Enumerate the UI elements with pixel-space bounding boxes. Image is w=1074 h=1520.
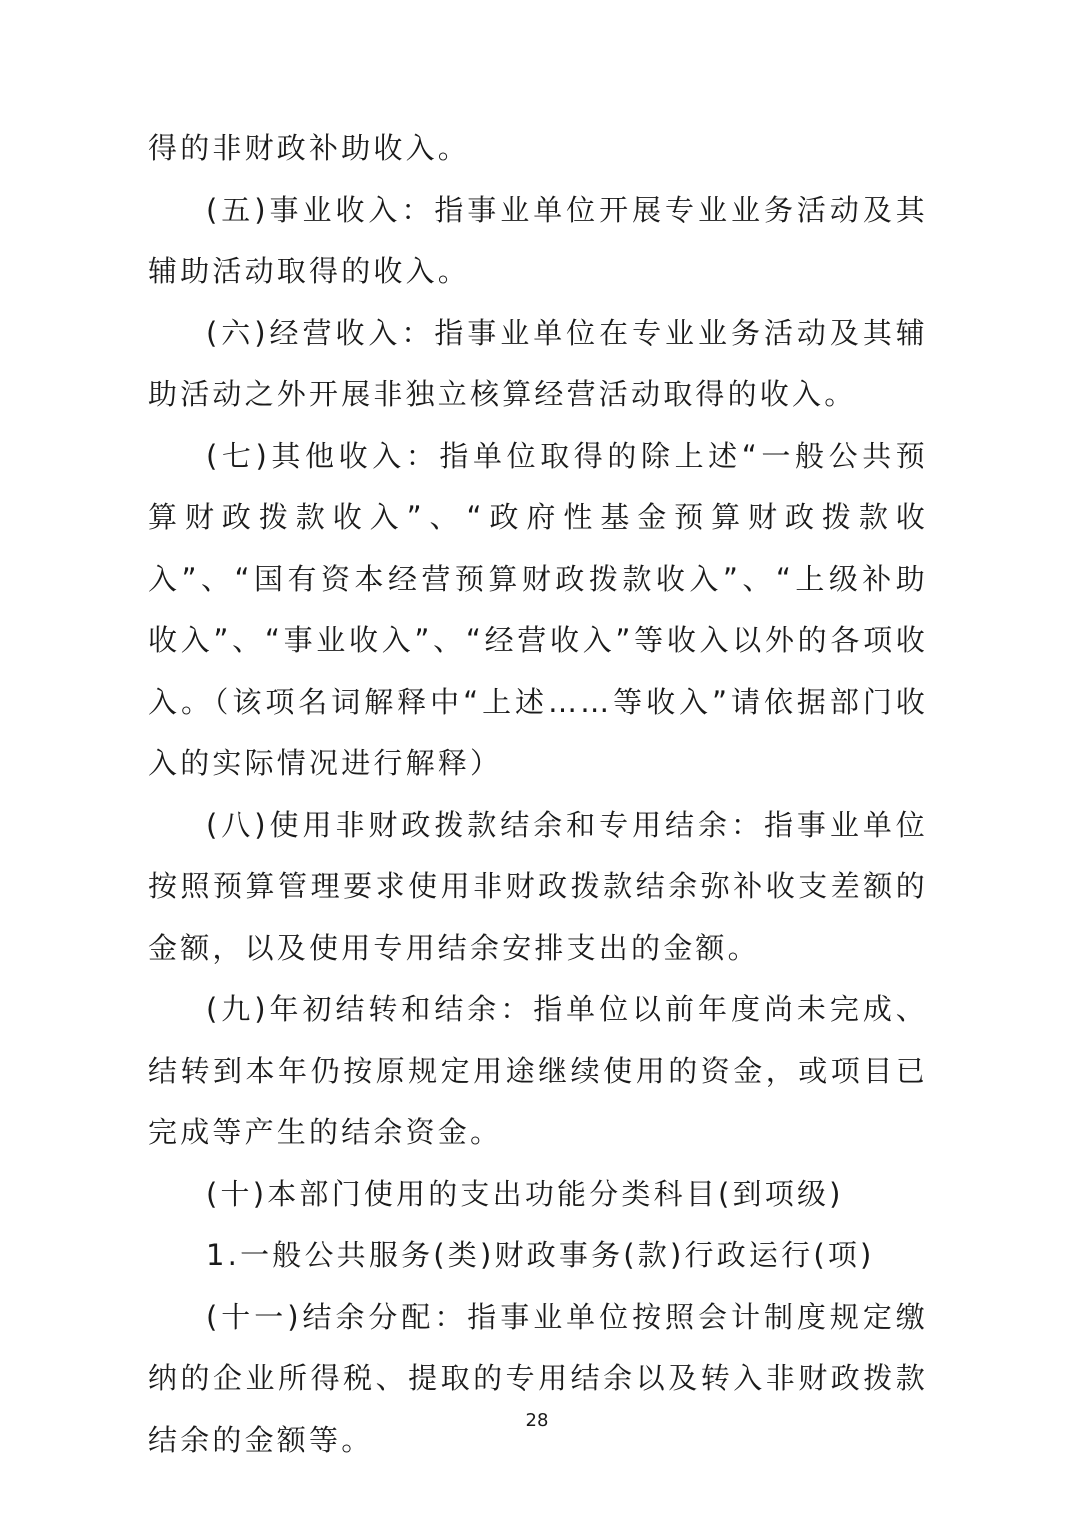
document-body [148,118,928,1471]
paragraph-operating-income: (六)经营收入：指事业单位在专业业务活动及其辅助活动之外开展非独立核算经营活动取得的收入。 [148,315,928,411]
paragraph-continuation: 得的非财政补助收入。 [148,131,471,165]
paragraph-business-income: (五)事业收入：指事业单位开展专业业务活动及其辅助活动取得的收入。 [148,192,928,288]
paragraph-carryover-balance: (九)年初结转和结余：指单位以前年度尚未完成、结转到本年仍按原规定用途继续使用的资金，或项目已完成等产生的结余资金。 [148,992,928,1149]
paragraph-expenditure-classification: (十)本部门使用的支出功能分类科目(到项级) [206,1176,844,1211]
paragraph-other-income: (七)其他收入：指单位取得的除上述“一般公共预算财政拨款收入”、“政府性基金预算财政拨款收入”、“国有资本经营预算财政拨款收入”、“上级补助收入”、“事业收入”、“经营收入”等收入以外的各项收入。（该项名词解释中“上述……等收入”请依据部门收入的实际情况进行解释） [148,438,928,780]
page-number: 28 [525,1410,549,1431]
paragraph-balance-distribution: (十一)结余分配：指事业单位按照会计制度规定缴纳的企业所得税、提取的专用结余以及转入非财政拨款结余的金额等。 [148,1299,928,1457]
paragraph-use-of-balance: (八)使用非财政拨款结余和专用结余：指事业单位按照预算管理要求使用非财政拨款结余弥补收支差额的金额，以及使用专用结余安排支出的金额。 [148,807,928,965]
paragraph-classification-item: 1.一般公共服务(类)财政事务(款)行政运行(项) [206,1238,875,1272]
